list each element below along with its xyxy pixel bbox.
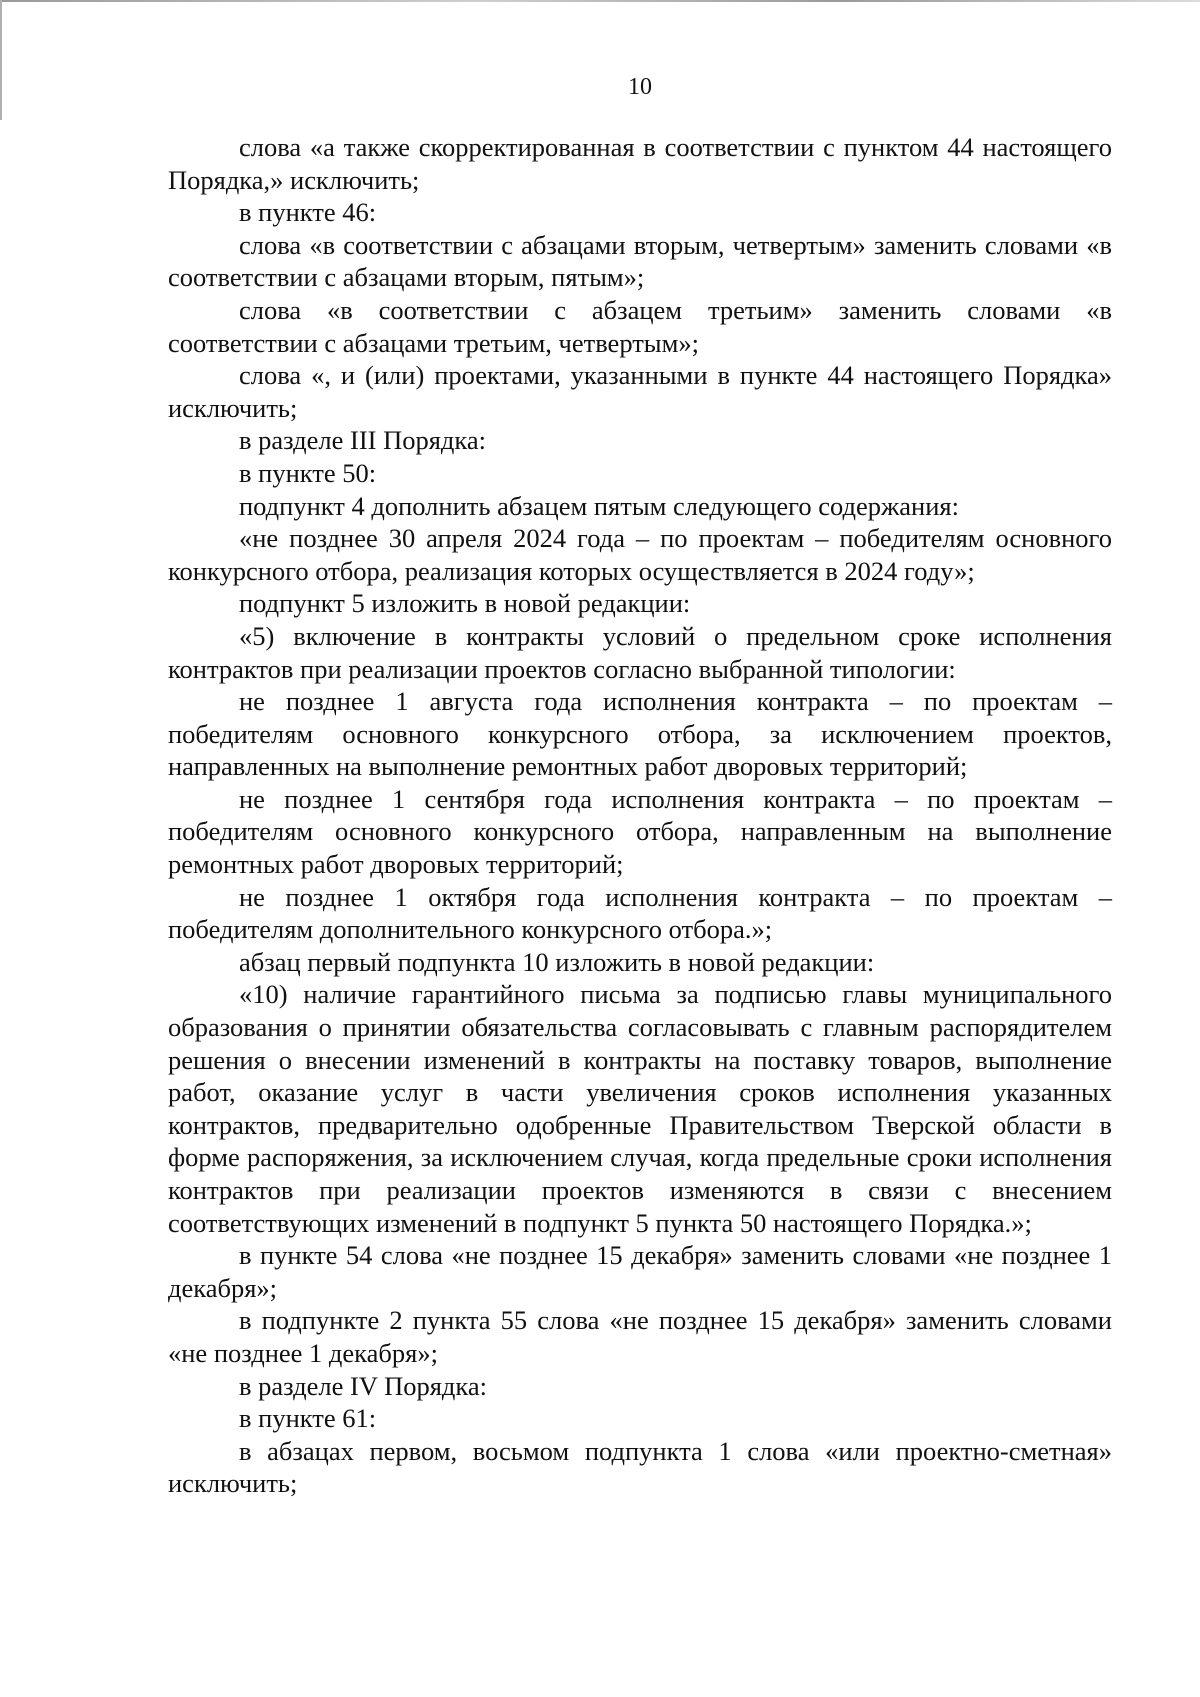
- paragraph: слова «в соответствии с абзацами вторым, четвертым» заменить словами «в соответствии с абзацами вторым, пятым»;: [168, 229, 1112, 293]
- document-body: [168, 131, 1112, 1500]
- paragraph: не позднее 1 августа года исполнения контракта – по проектам – победителям основного конкурсного отбора, за исключением проектов, направленных на выполнение ремонтных работ дворовых территорий;: [168, 686, 1112, 782]
- paragraph: абзац первый подпункта 10 изложить в новой редакции:: [239, 946, 875, 977]
- scan-edge-top: [0, 0, 1200, 2]
- paragraph: не позднее 1 сентября года исполнения контракта – по проектам – победителям основного конкурсного отбора, направленным на выполнение ремонтных работ дворовых территорий;: [168, 783, 1112, 880]
- paragraph: не позднее 1 октября года исполнения контракта – по проектам – победителям дополнительного конкурсного отбора.»;: [168, 881, 1112, 945]
- paragraph: в абзацах первом, восьмом подпункта 1 слова «или проектно-сметная» исключить;: [168, 1435, 1112, 1499]
- paragraph: «не позднее 30 апреля 2024 года – по проектам – победителям основного конкурсного отбора, реализация которых осуществляется в 2024 году»;: [168, 523, 1112, 586]
- paragraph: в пункте 46:: [239, 197, 377, 228]
- paragraph: в пункте 54 слова «не позднее 15 декабря» заменить словами «не позднее 1 декабря»;: [168, 1240, 1112, 1303]
- paragraph: в разделе IV Порядка:: [239, 1370, 488, 1401]
- paragraph: слова «а также скорректированная в соответствии с пунктом 44 настоящего Порядка,» исключить;: [168, 132, 1112, 195]
- paragraph: в пункте 50:: [239, 457, 377, 488]
- paragraph: слова «в соответствии с абзацем третьим» заменить словами «в соответствии с абзацами третьим, четвертым»;: [168, 294, 1112, 358]
- paragraph: в пункте 61:: [239, 1403, 377, 1434]
- page-number: 10: [628, 74, 652, 100]
- paragraph: в подпункте 2 пункта 55 слова «не позднее 15 декабря» заменить словами «не позднее 1 декабря»;: [168, 1305, 1112, 1368]
- paragraph: в разделе III Порядка:: [239, 425, 487, 456]
- scan-edge-left: [0, 0, 2, 120]
- paragraph: подпункт 5 изложить в новой редакции:: [239, 588, 691, 619]
- paragraph: подпункт 4 дополнить абзацем пятым следующего содержания:: [239, 490, 959, 521]
- paragraph: «5) включение в контракты условий о предельном сроке исполнения контрактов при реализации проектов согласно выбранной типологии:: [168, 620, 1112, 684]
- paragraph: слова «, и (или) проектами, указанными в пункте 44 настоящего Порядка» исключить;: [168, 360, 1112, 423]
- paragraph: «10) наличие гарантийного письма за подписью главы муниципального образования о принятии обязательства согласовывать с главным распорядителем решения о внесении изменений в контракты на поставку товаров, выполнение работ, оказание услуг в части увеличения сроков исполнения указанных контрактов, предварительно одобренные Правительством Тверской области в форме распоряжения, за исключением случая, когда предельные сроки исполнения контрактов при реализации проектов изменяются в связи с внесением соответствующих изменений в подпункт 5 пункта 50 настоящего Порядка.»;: [168, 979, 1112, 1238]
